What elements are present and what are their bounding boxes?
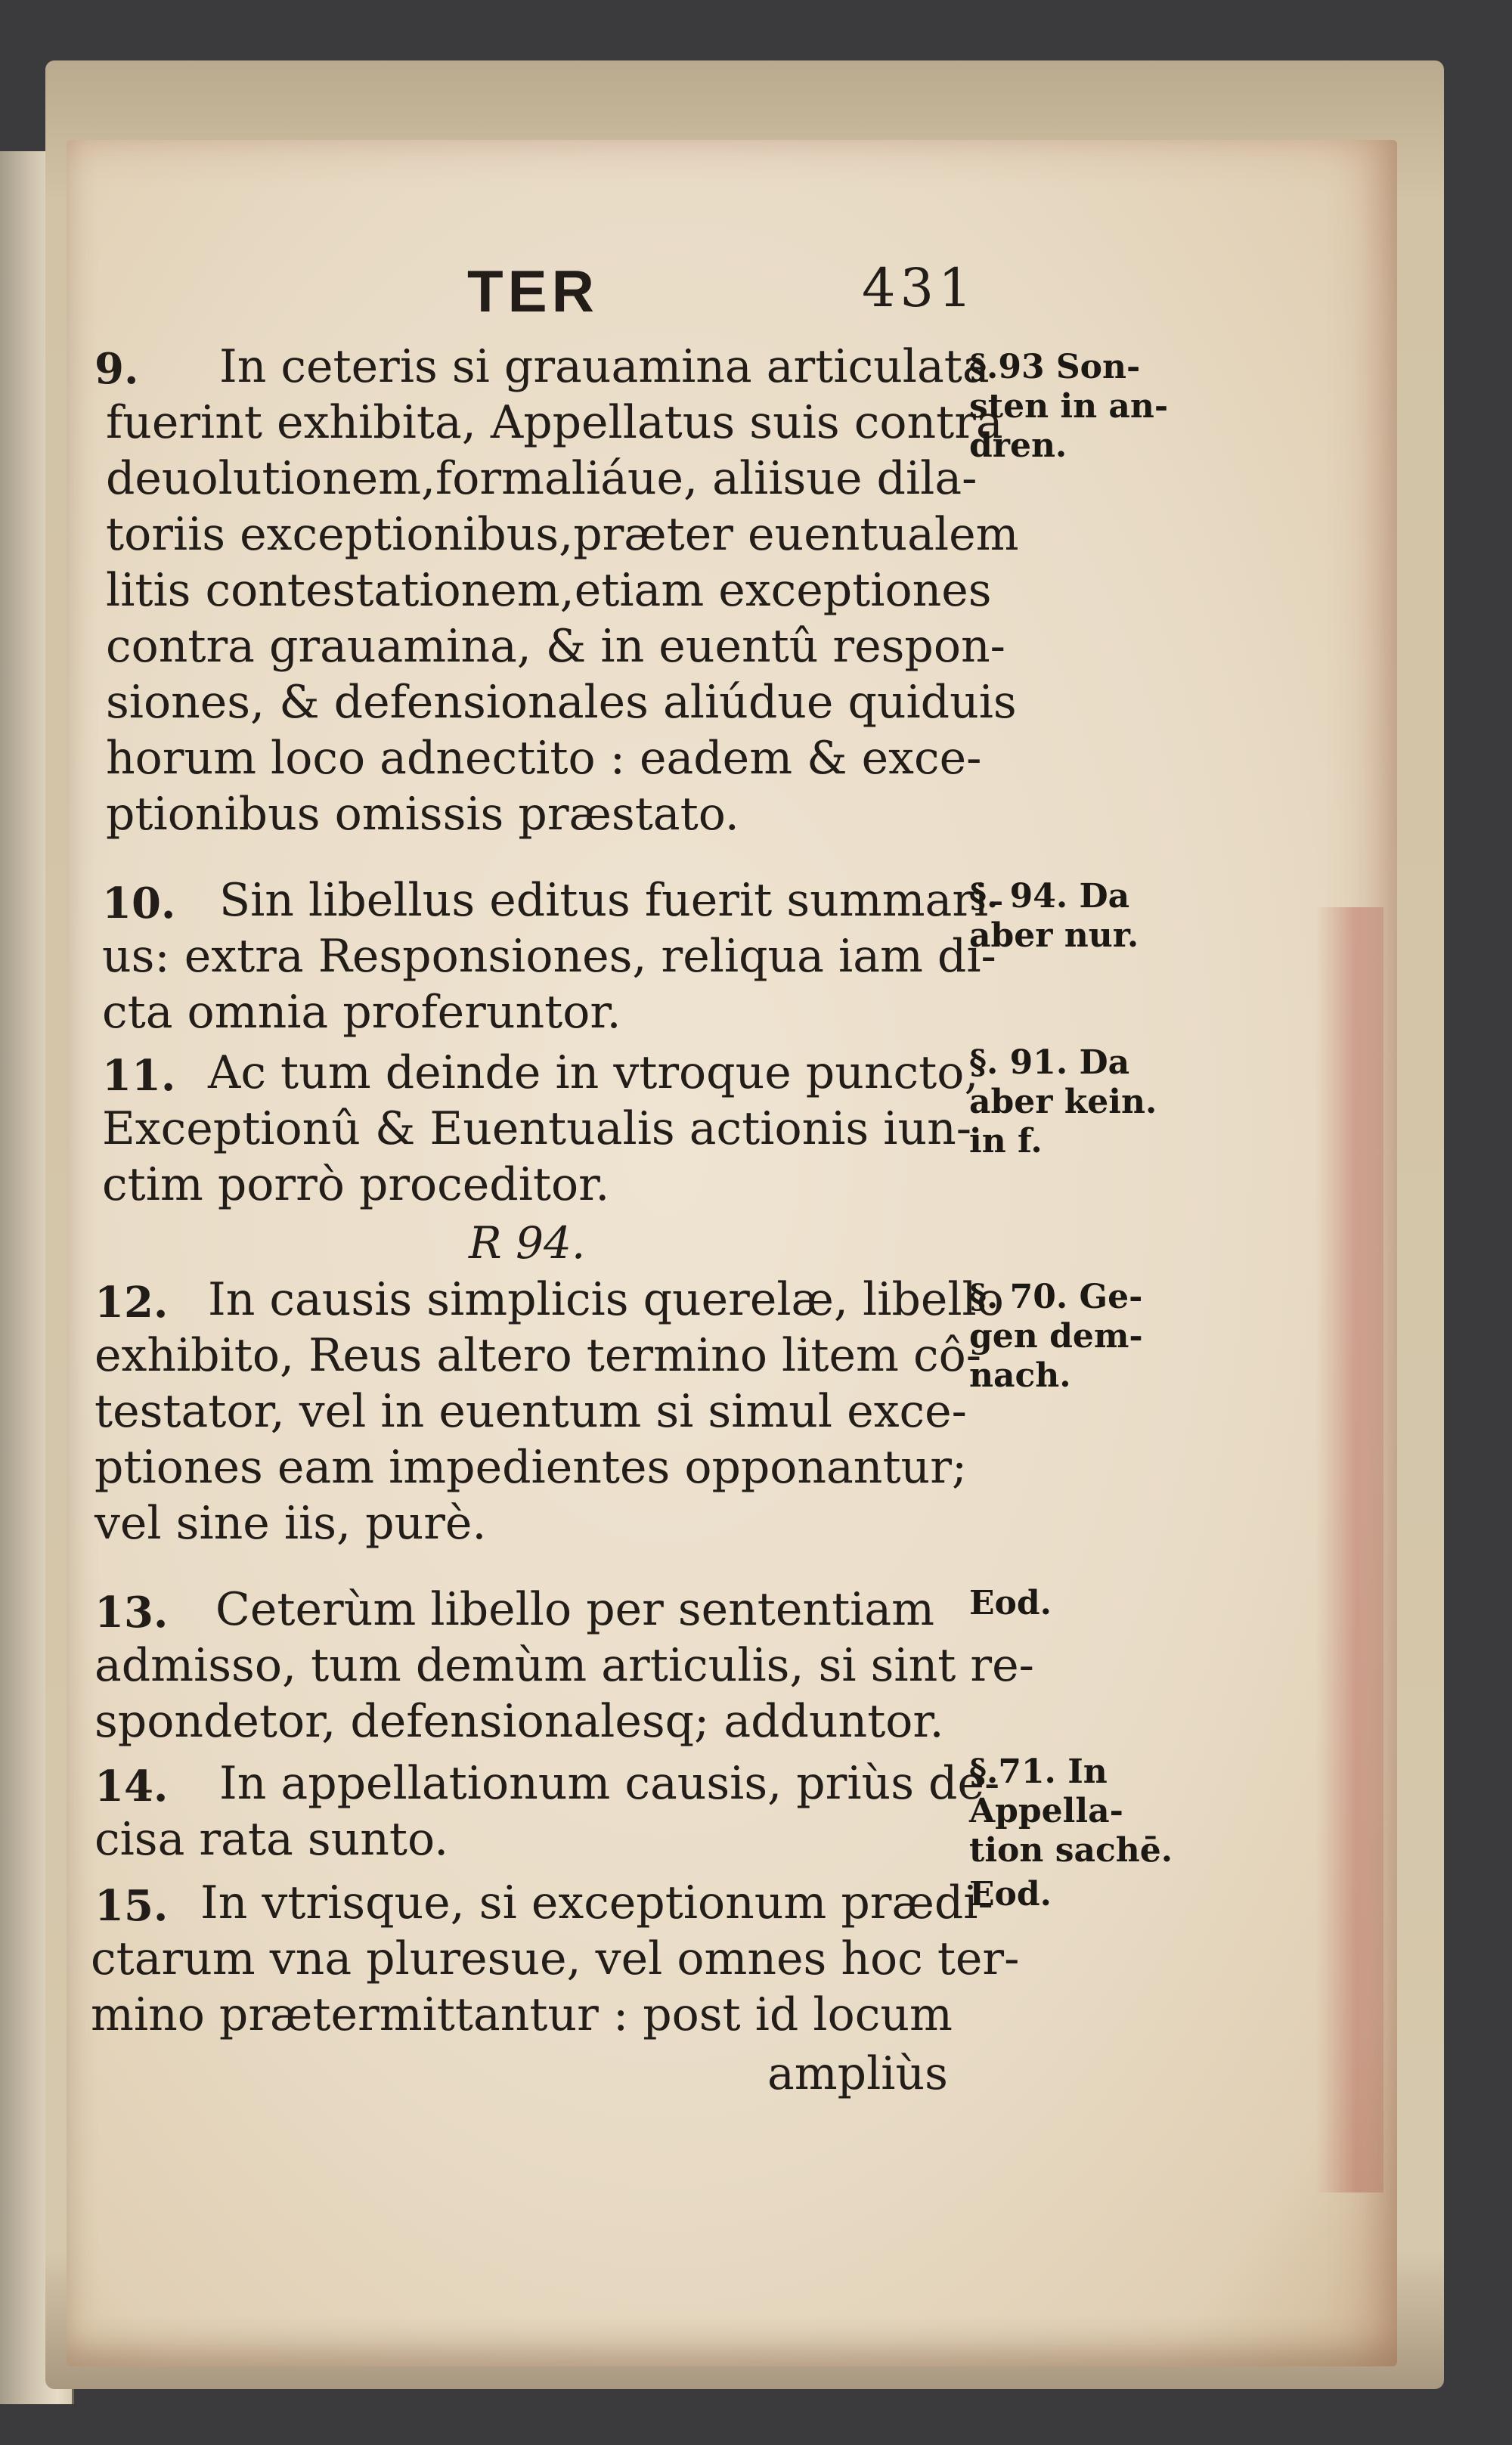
marginal-note: §. 70. Ge- gen dem- nach. — [969, 1278, 1143, 1395]
entry-line: ctarum vna pluresue, vel omnes hoc ter- — [91, 1932, 1020, 1985]
entry-line: ptiones eam impedientes opponantur; — [94, 1441, 968, 1494]
entry-line: Sin libellus editus fuerit summari- — [219, 874, 1004, 927]
entry-line: litis contestationem,etiam exceptiones — [106, 564, 992, 617]
entry-number: 11. — [102, 1051, 176, 1101]
entry-line: deuolutionem,formaliáue, aliisue dila- — [106, 452, 978, 505]
entry-line: cta omnia proferuntor. — [102, 986, 621, 1039]
running-title: TER — [467, 258, 599, 324]
entry-line: siones, & defensionales aliúdue quiduis — [106, 676, 1017, 729]
entry-line: Ceterùm libello per sententiam — [215, 1583, 935, 1636]
entry-number: 13. — [94, 1588, 169, 1638]
entry-line: ctim porrò proceditor. — [102, 1158, 610, 1211]
entry-line: fuerint exhibita, Appellatus suis contra — [106, 396, 1003, 449]
catchword: ampliùs — [767, 2047, 948, 2100]
entry-number: 14. — [94, 1762, 169, 1811]
entry-line: Exceptionû & Euentualis actionis iun- — [102, 1102, 972, 1155]
marginal-note: §. 94. Da aber nur. — [969, 877, 1139, 955]
entry-line: In ceteris si grauamina articulata — [219, 340, 990, 393]
entry-line: admisso, tum demùm articulis, si sint re- — [94, 1639, 1034, 1692]
marginal-note: Eod. — [969, 1584, 1052, 1622]
marginal-note: Eod. — [969, 1875, 1052, 1914]
entry-line: In appellationum causis, priùs de- — [219, 1757, 1000, 1810]
page-number: 431 — [862, 257, 977, 319]
marginal-note: §.93 Son- sten in an- dren. — [969, 348, 1169, 465]
marginal-note: §. 91. Da aber kein. in f. — [969, 1043, 1157, 1161]
entry-line: cisa rata sunto. — [94, 1813, 449, 1866]
entry-number: 9. — [94, 344, 139, 394]
entry-line: testator, vel in euentum si simul exce- — [94, 1385, 967, 1438]
entry-line: exhibito, Reus altero termino litem cô- — [94, 1329, 981, 1382]
entry-line: Ac tum deinde in vtroque puncto, — [208, 1046, 979, 1099]
entry-line: us: extra Responsiones, reliqua iam di- — [102, 930, 996, 983]
entry-number: 15. — [94, 1881, 169, 1931]
signature-mark: R 94. — [469, 1217, 586, 1269]
entry-line: contra grauamina, & in euentû respon- — [106, 620, 1005, 673]
entry-line: In vtrisque, si exceptionum prædi- — [200, 1876, 993, 1929]
entry-line: horum loco adnectito : eadem & exce- — [106, 732, 982, 785]
entry-line: vel sine iis, purè. — [94, 1497, 487, 1550]
entry-number: 12. — [94, 1278, 169, 1328]
marginal-note: §.71. In Appella- tion sachē. — [969, 1752, 1173, 1870]
entry-line: mino prætermittantur : post id locum — [91, 1988, 953, 2041]
entry-line: ptionibus omissis præstato. — [106, 788, 739, 841]
entry-line: In causis simplicis querelæ, libello — [208, 1273, 1004, 1326]
entry-line: spondetor, defensionalesq; adduntor. — [94, 1695, 944, 1748]
entry-number: 10. — [102, 879, 176, 928]
entry-line: toriis exceptionibus,præter euentualem — [106, 508, 1019, 561]
